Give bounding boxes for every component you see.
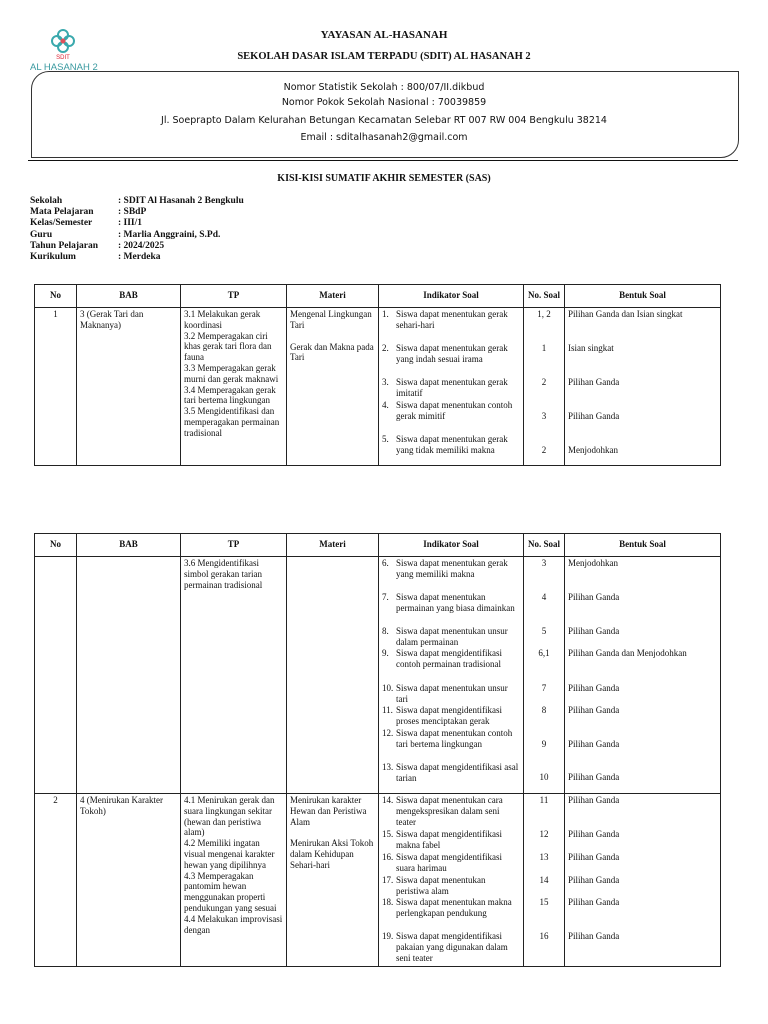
bentuk-soal: Pilihan Ganda <box>568 705 620 715</box>
cell-tp <box>181 308 287 466</box>
indikator-item: 10. Siswa dapat menentukan unsur tari <box>382 683 508 704</box>
soal-number: 3 <box>541 558 547 568</box>
logo-sdit-text: SDIT <box>56 55 70 61</box>
materi-item: Mengenal Lingkungan Tari <box>290 309 372 330</box>
tp-item: 3.5 Mengidentifikasi dan memperagakan permainan tradisional <box>184 406 280 438</box>
col-tp: TP <box>181 534 287 557</box>
bentuk-soal: Pilihan Ganda <box>568 897 620 907</box>
soal-number: 11 <box>539 795 549 805</box>
cell-bab: 4 (Menirukan Karakter Tokoh) <box>77 794 181 967</box>
soal-number: 10 <box>539 772 549 782</box>
soal-number: 15 <box>539 897 549 907</box>
bentuk-soal: Isian singkat <box>568 343 614 353</box>
col-no-soal: No. Soal <box>524 285 565 308</box>
info-row <box>30 218 244 229</box>
bentuk-soal: Pilihan Ganda <box>568 377 620 387</box>
soal-number: 12 <box>539 829 549 839</box>
cell-tp <box>181 557 287 794</box>
info-row <box>30 241 244 252</box>
table-header-row <box>35 534 721 557</box>
cell-bab <box>77 557 181 794</box>
col-bentuk: Bentuk Soal <box>565 285 721 308</box>
indikator-item: 9. Siswa dapat mengidentifikasi contoh permainan tradisional <box>382 648 502 669</box>
materi-item: Menirukan karakter Hewan dan Peristiwa Alam <box>290 795 367 827</box>
soal-number: 1, 2 <box>537 309 551 319</box>
cell-indikator <box>379 557 524 794</box>
cell-no-soal <box>524 794 565 967</box>
indikator-item: 7. Siswa dapat menentukan permainan yang biasa dimainkan <box>382 592 515 613</box>
tp-item: 3.6 Mengidentifikasi simbol gerakan tarian permainan tradisional <box>184 558 263 590</box>
tp-item: 4.4 Melakukan improvisasi dengan <box>184 913 283 935</box>
col-indikator: Indikator Soal <box>379 534 524 557</box>
cell-materi <box>287 794 379 967</box>
cell-bentuk <box>565 308 721 466</box>
cell-tp <box>181 794 287 967</box>
materi-item: Menirukan Aksi Tokoh dalam Kehidupan Sehari-hari <box>290 838 374 870</box>
col-indikator: Indikator Soal <box>379 285 524 308</box>
indikator-item: 5. Siswa dapat menentukan gerak yang tidak memiliki makna <box>382 434 508 455</box>
bentuk-soal: Pilihan Ganda <box>568 592 620 602</box>
cell-bentuk <box>565 794 721 967</box>
info-value: : III/1 <box>118 218 143 229</box>
indikator-item: 15. Siswa dapat mengidentifikasi makna fabel <box>382 829 502 850</box>
bentuk-soal: Pilihan Ganda <box>568 875 620 885</box>
indikator-item: 19. Siswa dapat mengidentifikasi pakaian yang digunakan dalam seni teater <box>382 931 508 963</box>
bentuk-soal: Pilihan Ganda <box>568 683 620 693</box>
info-key: Sekolah <box>30 196 63 206</box>
soal-number: 14 <box>539 875 549 885</box>
soal-number: 13 <box>539 852 549 862</box>
indikator-item: 1. Siswa dapat menentukan gerak sehari-hari <box>382 309 508 330</box>
info-row <box>30 207 244 218</box>
header-divider <box>28 160 738 161</box>
info-key: Guru <box>30 229 53 240</box>
cell-no: 1 <box>35 308 77 466</box>
logo-school-name: AL HASANAH 2 <box>30 62 98 73</box>
cell-bentuk <box>565 557 721 794</box>
cell-indikator <box>379 794 524 967</box>
info-key: Kelas/Semester <box>30 218 93 229</box>
tp-item: 3.1 Melakukan gerak koordinasi <box>184 309 261 330</box>
col-materi: Materi <box>287 534 379 557</box>
info-row <box>30 252 244 263</box>
indikator-item: 3. Siswa dapat menentukan gerak imitatif <box>382 377 508 398</box>
email-line: Email : sditalhasanah2@gmail.com <box>300 132 468 143</box>
table-header-row <box>35 285 721 308</box>
indikator-item: 18. Siswa dapat menentukan makna perlengkapan pendukung <box>382 897 512 918</box>
info-value: : Merdeka <box>118 252 161 263</box>
table-row <box>35 557 721 794</box>
info-value: : SDIT Al Hasanah 2 Bengkulu <box>118 196 244 206</box>
cell-materi <box>287 557 379 794</box>
bentuk-soal: Pilihan Ganda <box>568 931 620 941</box>
col-materi: Materi <box>287 285 379 308</box>
info-row <box>30 196 244 207</box>
nss-line: Nomor Statistik Sekolah : 800/07/II.dikbud <box>283 82 485 93</box>
table-row <box>35 308 721 466</box>
col-no: No <box>35 285 77 308</box>
bentuk-soal: Pilihan Ganda <box>568 852 620 862</box>
soal-number: 3 <box>541 411 547 421</box>
col-bab: BAB <box>77 285 181 308</box>
bentuk-soal: Pilihan Ganda <box>568 829 620 839</box>
soal-number: 1 <box>541 343 547 353</box>
cell-materi <box>287 308 379 466</box>
col-tp: TP <box>181 285 287 308</box>
col-no: No <box>35 534 77 557</box>
tp-item: 3.4 Memperagakan gerak tari bertema lingkungan <box>184 384 276 406</box>
bentuk-soal: Pilihan Ganda <box>568 795 620 805</box>
indikator-item: 6. Siswa dapat menentukan gerak yang memiliki makna <box>382 558 508 579</box>
indikator-item: 12. Siswa dapat menentukan contoh tari bertema lingkungan <box>382 728 513 749</box>
npsn-line: Nomor Pokok Sekolah Nasional : 70039859 <box>281 97 487 108</box>
tp-item: 4.1 Menirukan gerak dan suara lingkungan sekitar (hewan dan peristiwa alam) <box>184 795 275 838</box>
info-key: Tahun Pelajaran <box>30 240 99 251</box>
soal-number: 2 <box>541 445 547 455</box>
col-bab: BAB <box>77 534 181 557</box>
indikator-item: 8. Siswa dapat menentukan unsur dalam permainan <box>382 626 508 647</box>
indikator-item: 4. Siswa dapat menentukan contoh gerak mimitif <box>382 400 513 421</box>
bentuk-soal: Pilihan Ganda <box>568 772 620 782</box>
info-value: : Marlia Anggraini, S.Pd. <box>118 229 221 240</box>
soal-number: 4 <box>541 592 547 602</box>
col-no-soal: No. Soal <box>524 534 565 557</box>
school-name: SEKOLAH DASAR ISLAM TERPADU (SDIT) AL HASANAH 2 <box>237 51 531 62</box>
soal-number: 5 <box>541 626 547 636</box>
bentuk-soal: Menjodohkan <box>568 445 618 455</box>
indikator-item: 17. Siswa dapat menentukan peristiwa alam <box>382 875 486 896</box>
cell-no: 2 <box>35 794 77 967</box>
cell-no-soal <box>524 308 565 466</box>
soal-number: 16 <box>539 931 549 941</box>
indikator-item: 13. Siswa dapat mengidentifikasi asal tarian <box>382 762 519 783</box>
info-block <box>30 196 244 263</box>
cell-no-soal <box>524 557 565 794</box>
indikator-item: 16. Siswa dapat mengidentifikasi suara harimau <box>382 852 502 873</box>
foundation-name: YAYASAN AL-HASANAH <box>320 29 448 41</box>
soal-number: 2 <box>541 377 547 387</box>
info-row <box>30 230 244 241</box>
tp-item: 4.3 Memperagakan pantomim hewan menggunakan properti pendukungan yang sesuai <box>184 870 277 913</box>
soal-number: 9 <box>541 739 547 749</box>
indikator-item: 14. Siswa dapat menentukan cara mengekspresikan dalam seni teater <box>382 795 503 827</box>
soal-number: 7 <box>541 683 547 693</box>
bentuk-soal: Menjodohkan <box>568 558 618 568</box>
info-value: : 2024/2025 <box>118 240 165 251</box>
tp-item: 3.2 Memperagakan ciri khas gerak tari flora dan fauna <box>184 330 272 363</box>
bentuk-soal: Pilihan Ganda dan Menjodohkan <box>568 648 687 658</box>
document-title: KISI-KISI SUMATIF AKHIR SEMESTER (SAS) <box>277 173 491 184</box>
materi-item: Gerak dan Makna pada Tari <box>290 341 374 363</box>
soal-number: 6,1 <box>538 648 550 658</box>
bentuk-soal: Pilihan Ganda <box>568 626 620 636</box>
cell-bab: 3 (Gerak Tari dan Maknanya) <box>77 308 181 466</box>
bentuk-soal: Pilihan Ganda <box>568 739 620 749</box>
kisi-table-1 <box>34 284 721 466</box>
indikator-item: 2. Siswa dapat menentukan gerak yang indah sesuai irama <box>382 343 508 364</box>
info-key: Mata Pelajaran <box>30 207 94 218</box>
cell-no <box>35 557 77 794</box>
table-row <box>35 794 721 967</box>
col-bentuk: Bentuk Soal <box>565 534 721 557</box>
info-value: : SBdP <box>118 207 147 218</box>
tp-item: 4.2 Memiliki ingatan visual mengenai karakter hewan yang dipilihnya <box>184 838 275 870</box>
tp-item: 3.3 Memperagakan gerak murni dan gerak maknawi <box>184 362 279 384</box>
bentuk-soal: Pilihan Ganda dan Isian singkat <box>568 309 683 319</box>
info-key: Kurikulum <box>30 252 76 263</box>
cell-indikator <box>379 308 524 466</box>
bentuk-soal: Pilihan Ganda <box>568 411 620 421</box>
kisi-table-2 <box>34 533 721 967</box>
address-line: Jl. Soeprapto Dalam Kelurahan Betungan Kecamatan Selebar RT 007 RW 004 Bengkulu 38214 <box>161 115 607 126</box>
soal-number: 8 <box>541 705 547 715</box>
indikator-item: 11. Siswa dapat mengidentifikasi proses menciptakan gerak <box>382 705 502 726</box>
